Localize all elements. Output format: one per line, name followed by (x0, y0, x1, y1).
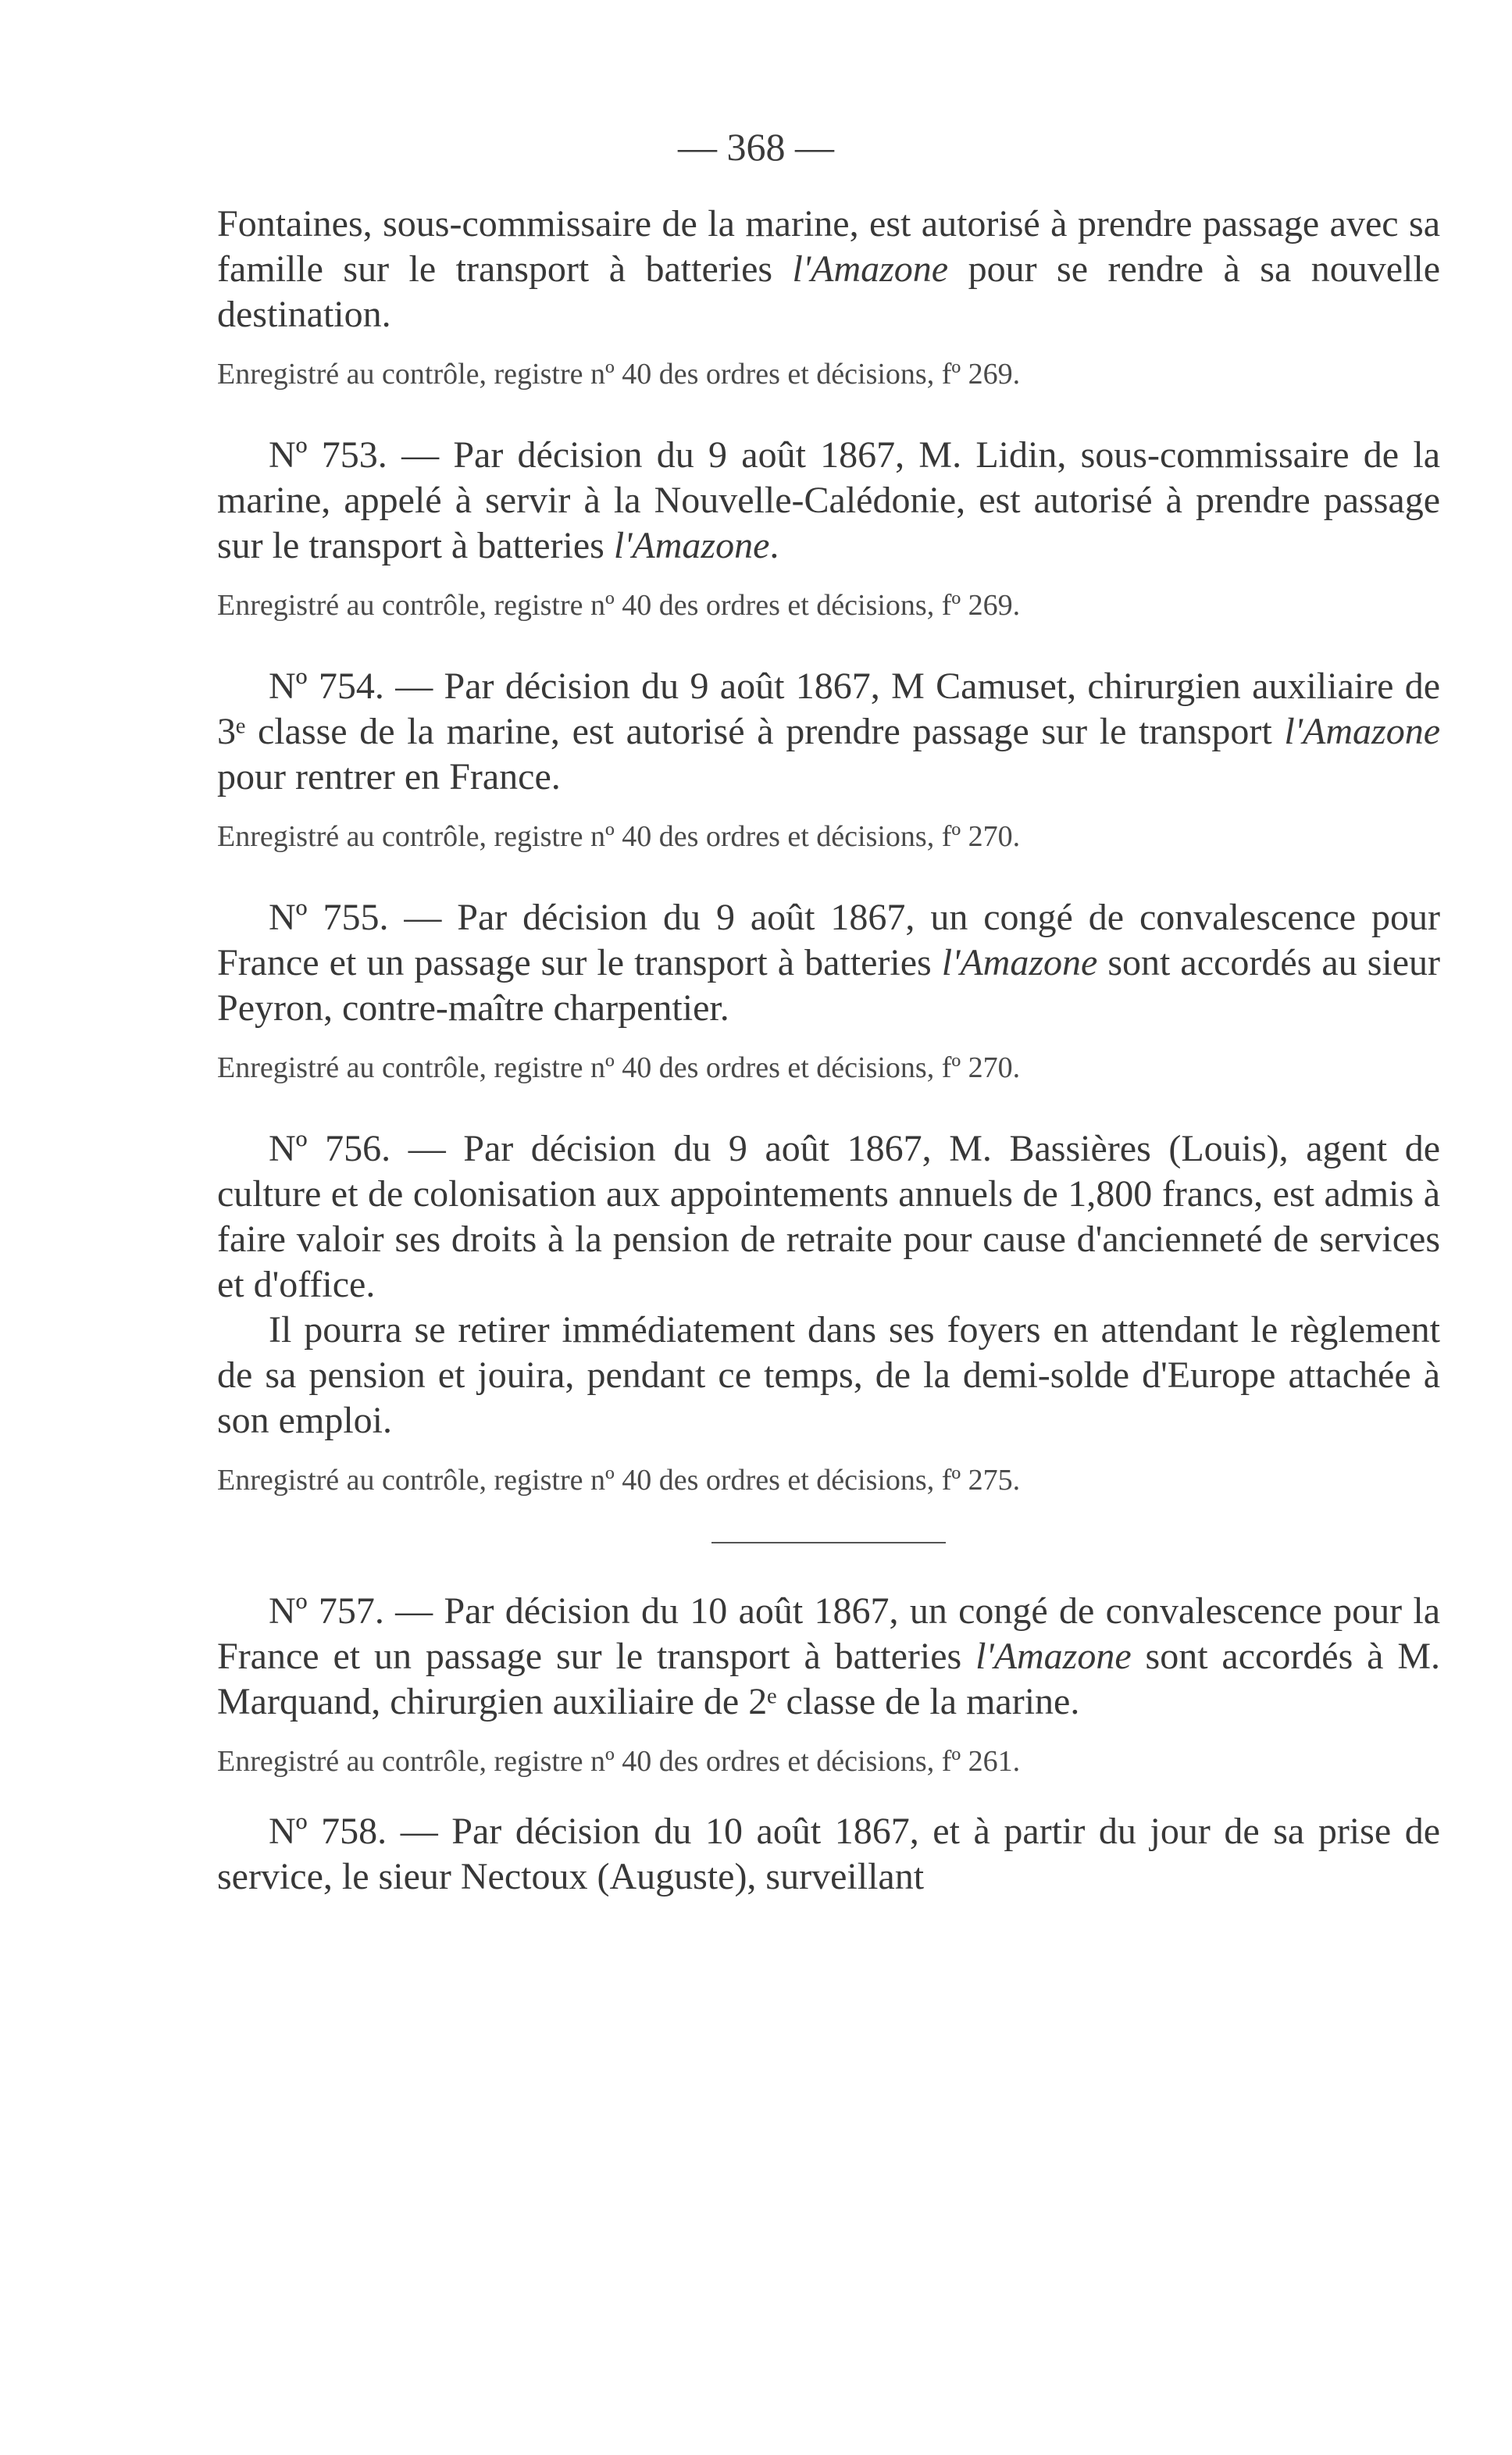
section-divider (711, 1542, 946, 1543)
intro-text: Fontaines, sous-commissaire de la marine, est autorisé à prendre passage avec sa famille sur le transport à batteries (217, 203, 1440, 290)
registration-note: Enregistré au contrôle, registre nº 40 des ordres et décisions, fº 269. (217, 589, 1021, 622)
entry-number: Nº 757. (269, 1590, 384, 1632)
entry-text-after: pour rentrer en France. (217, 756, 561, 798)
entry-text-after: sont accordés à M. Marquand, chirurgien auxiliaire de 2ᵉ classe de la marine. (217, 1636, 1441, 1722)
registration-note: Enregistré au contrôle, registre nº 40 des ordres et décisions, fº 270. (217, 1051, 1021, 1084)
decision-entry-753 (217, 433, 1440, 569)
decision-entry-755 (217, 895, 1440, 1031)
entry-number: Nº 754. (269, 665, 384, 707)
ship-name: l'Amazone (941, 942, 1098, 983)
entry-text-second: Il pourra se retirer immédiatement dans ses foyers en attendant le règlement de sa pension et jouira, pendant ce temps, de la demi-solde d'Europe attachée à son emploi. (217, 1309, 1440, 1441)
entry-number: Nº 756. (269, 1128, 391, 1169)
entry-text: — Par décision du 10 août 1867, un congé de convalescence pour la France et un passage sur le transport à batteries (217, 1590, 1441, 1677)
decision-entry-758 (217, 1809, 1440, 1900)
entry-text-after: . (769, 525, 779, 566)
decision-entry-757 (217, 1589, 1440, 1725)
registration-note: Enregistré au contrôle, registre nº 40 des ordres et décisions, fº 261. (217, 1745, 1021, 1778)
decision-entry-756 (217, 1126, 1440, 1308)
entry-text: — Par décision du 10 août 1867, et à partir du jour de sa prise de service, le sieur Nectoux (Auguste), surveillant (217, 1811, 1440, 1897)
entry-text: — Par décision du 9 août 1867, M Camuset, chirurgien auxiliaire de 3ᵉ classe de la marine, est autorisé à prendre passage sur le transport (217, 665, 1441, 752)
text-body (217, 202, 1440, 1900)
ship-name: l'Amazone (613, 525, 770, 566)
entry-number: Nº 753. (269, 434, 387, 476)
entry-text: — Par décision du 9 août 1867, M. Bassières (Louis), agent de culture et de colonisation aux appointements annuels de 1,800 francs, est admis à faire valoir ses droits à la pension de retraite pour cause d'ancienneté de services et d'office. (217, 1128, 1441, 1305)
ship-name: l'Amazone (792, 248, 949, 290)
entry-text: — Par décision du 9 août 1867, un congé de convalescence pour France et un passage sur le transport à batteries (217, 897, 1441, 983)
registration-note: Enregistré au contrôle, registre nº 40 des ordres et décisions, fº 270. (217, 820, 1021, 853)
page-number: — 368 — (678, 125, 834, 169)
decision-entry-754 (217, 664, 1440, 800)
entry-number: Nº 758. (269, 1811, 387, 1852)
entry-text-after: sont accordés au sieur Peyron, contre-maître charpentier. (217, 942, 1440, 1029)
ship-name: l'Amazone (975, 1636, 1132, 1677)
ship-name: l'Amazone (1284, 711, 1440, 752)
entry-number: Nº 755. (269, 897, 389, 938)
registration-note: Enregistré au contrôle, registre nº 40 des ordres et décisions, fº 275. (217, 1464, 1021, 1497)
intro-paragraph (217, 202, 1440, 337)
decision-entry-756-continued (217, 1308, 1440, 1443)
registration-note: Enregistré au contrôle, registre nº 40 des ordres et décisions, fº 269. (217, 358, 1021, 391)
intro-text-after: pour se rendre à sa nouvelle destination. (217, 248, 1440, 335)
entry-text: — Par décision du 9 août 1867, M. Lidin, sous-commissaire de la marine, appelé à servir à la Nouvelle-Calédonie, est autorisé à prendre passage sur le transport à batteries (217, 434, 1441, 566)
